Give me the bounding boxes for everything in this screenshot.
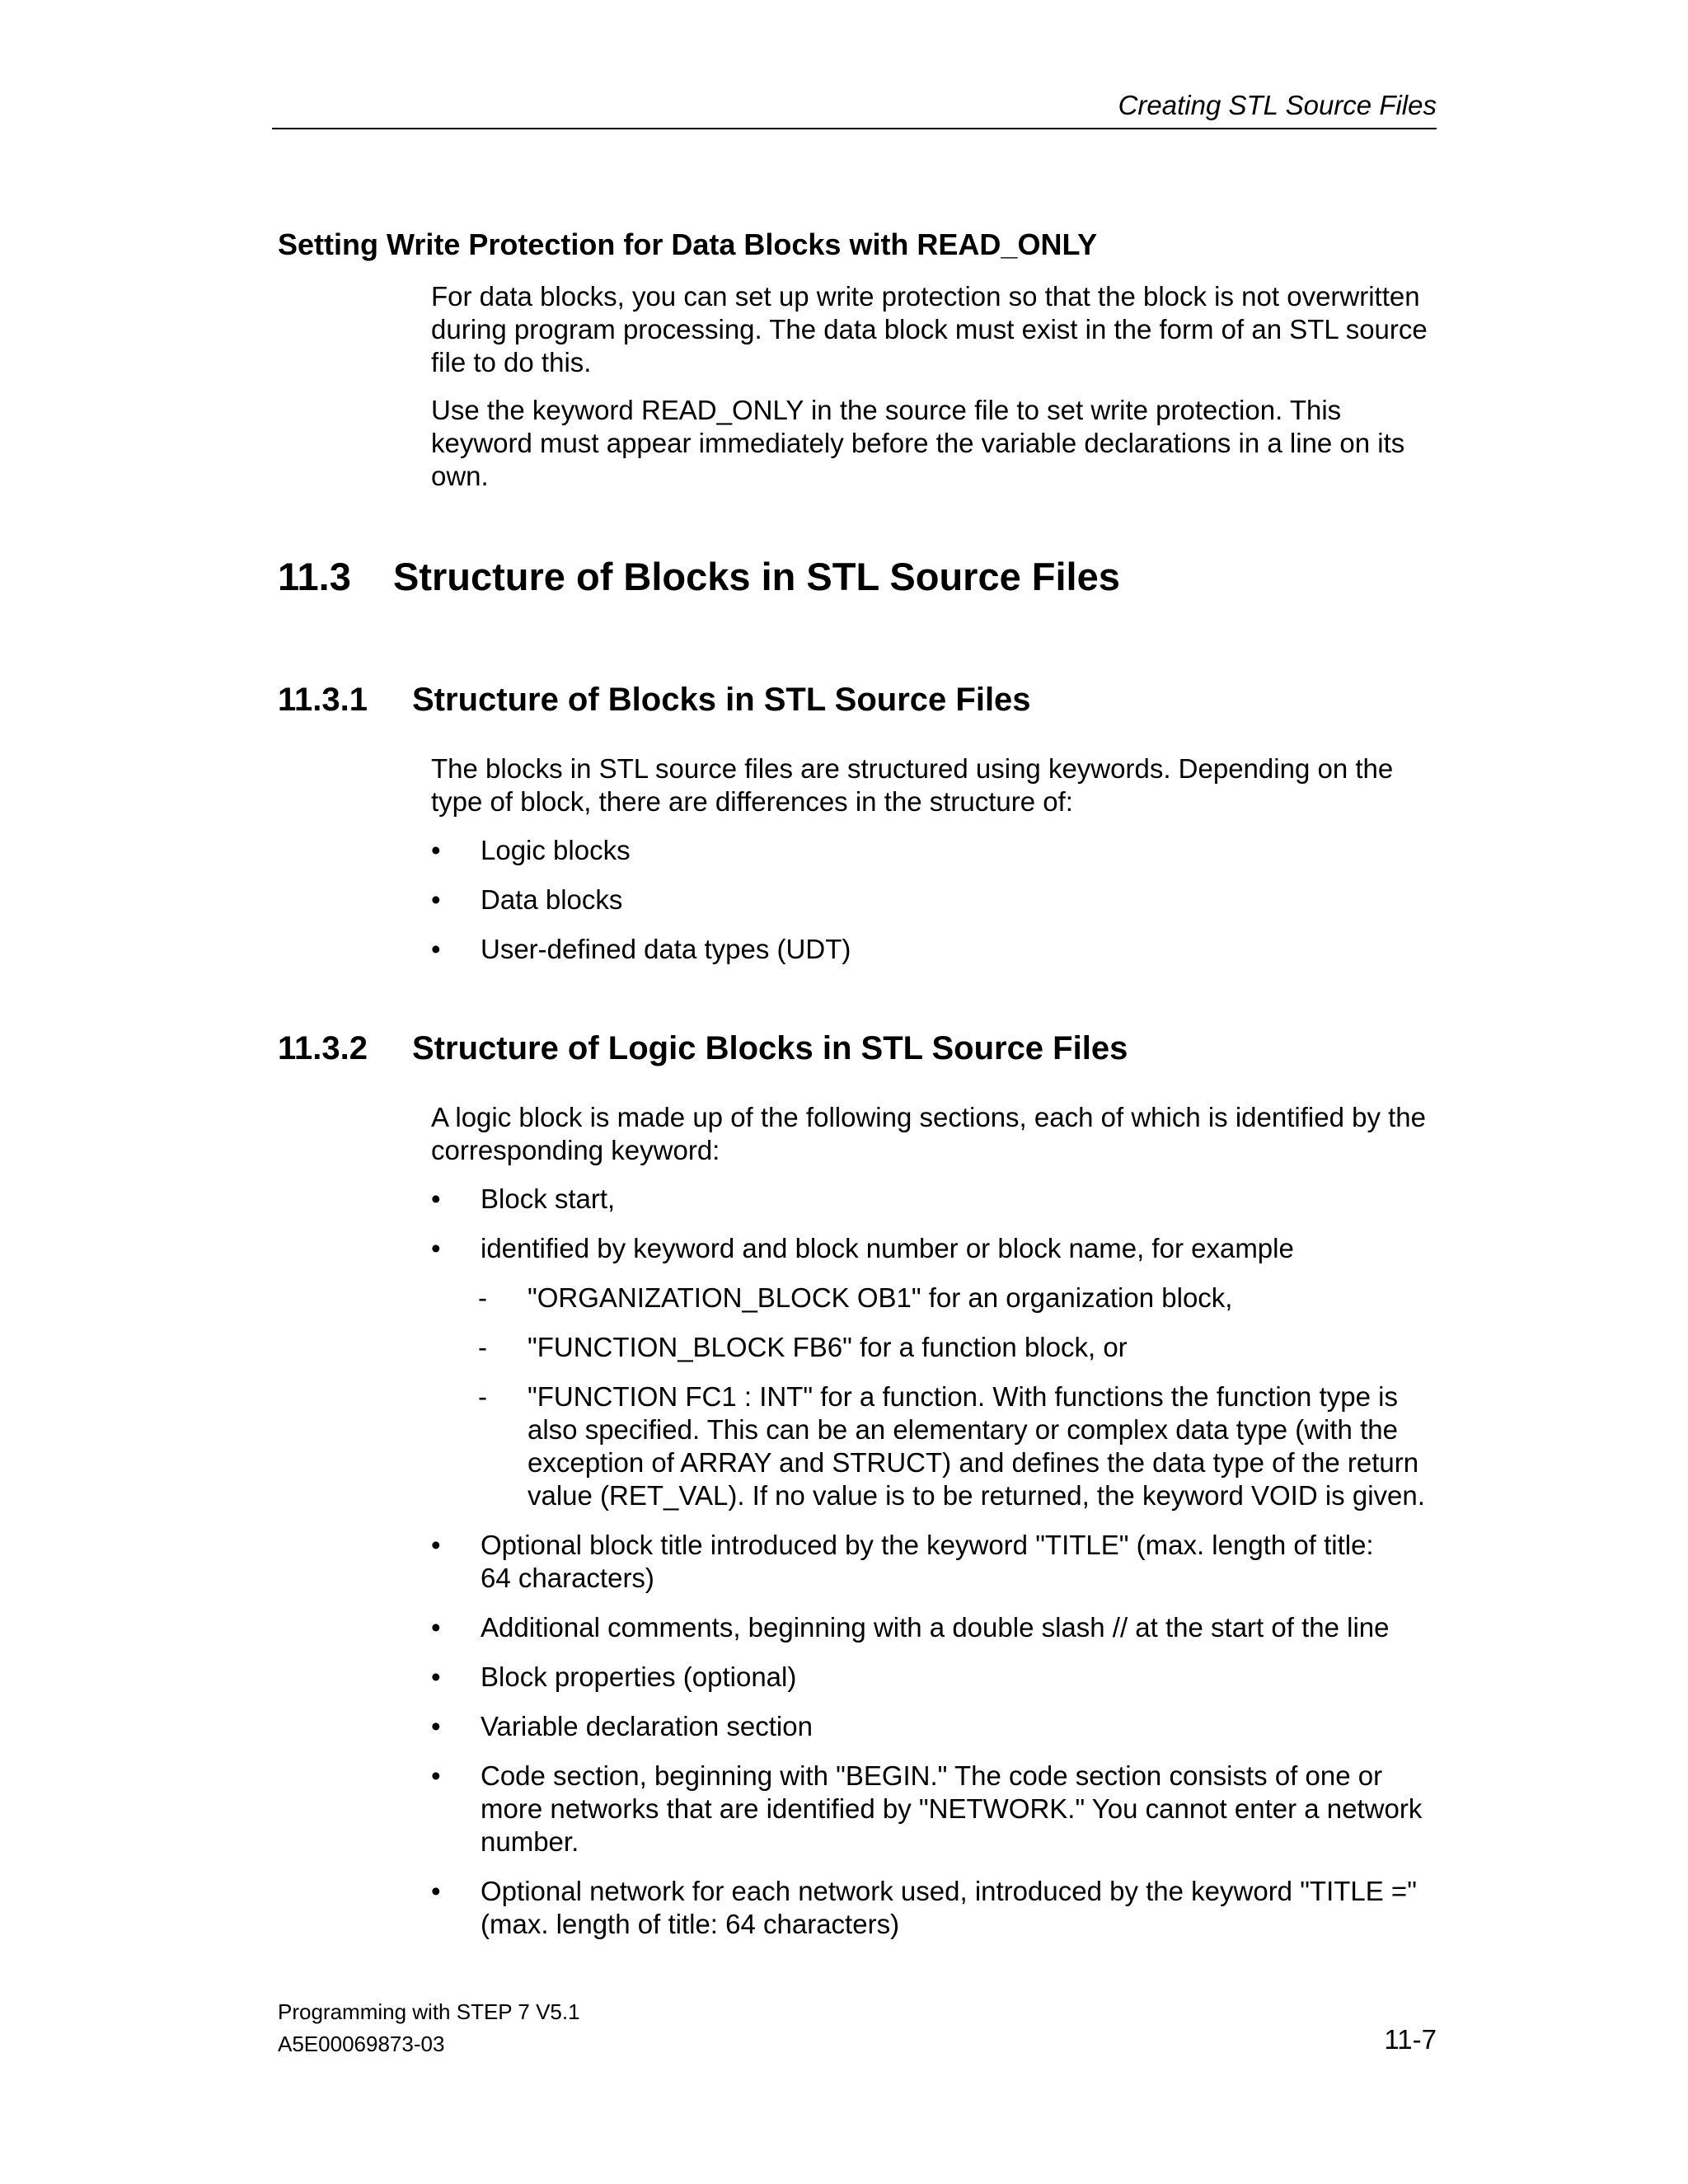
- list-item-text: Logic blocks: [481, 835, 631, 865]
- bullet-glyph: •: [431, 934, 441, 964]
- bullet-glyph: •: [431, 1661, 441, 1692]
- bullet-glyph: •: [431, 1760, 441, 1791]
- page-number: 11-7: [1384, 2024, 1437, 2055]
- logic-block-sections-list: [431, 1183, 1445, 1941]
- section-heading-11-3-2: [278, 1029, 1128, 1068]
- list-item-text: Data blocks: [481, 884, 623, 915]
- text-line: also specified. This can be an elementary or complex data type (with the: [528, 1414, 1398, 1445]
- bullet-glyph: •: [431, 835, 441, 865]
- section-title: Structure of Logic Blocks in STL Source Files: [412, 1030, 1128, 1066]
- bullet-glyph: •: [431, 884, 441, 915]
- write-protection-paragraph-1: [431, 280, 1445, 379]
- section-number: 11.3: [278, 555, 351, 598]
- text-line: 64 characters): [481, 1563, 654, 1593]
- text-line: Code section, beginning with "BEGIN." The code section consists of one or: [481, 1760, 1383, 1791]
- bullet-glyph: •: [431, 1530, 441, 1560]
- text-line: A logic block is made up of the following sections, each of which is identified by the: [431, 1102, 1427, 1132]
- list-item: [431, 1710, 1445, 1743]
- text-line: type of block, there are differences in the structure of:: [431, 786, 1073, 817]
- section-title: Structure of Blocks in STL Source Files: [412, 682, 1031, 718]
- dash-list-item: [431, 1380, 1445, 1512]
- section-heading-11-3-1: [278, 680, 1031, 719]
- dash-glyph: -: [478, 1282, 487, 1313]
- list-item-text: identified by keyword and block number or block name, for example: [481, 1233, 1294, 1263]
- list-item: [431, 883, 1445, 916]
- footer-doc-number: A5E00069873-03: [278, 2032, 445, 2056]
- running-header: Creating STL Source Files: [1118, 90, 1437, 120]
- dash-glyph: -: [478, 1381, 487, 1412]
- bullet-glyph: •: [431, 1183, 441, 1214]
- dash-list-item: [431, 1282, 1445, 1315]
- text-line: keyword must appear immediately before the variable declarations in a line on its: [431, 428, 1405, 458]
- list-item-text: User-defined data types (UDT): [481, 934, 851, 964]
- text-line: during program processing. The data block must exist in the form of an STL source: [431, 314, 1428, 344]
- write-protection-paragraph-2: [431, 394, 1445, 493]
- bullet-glyph: •: [431, 1711, 441, 1741]
- section-11-3-2-intro: [431, 1101, 1445, 1167]
- text-line: "FUNCTION FC1 : INT" for a function. With functions the function type is: [528, 1381, 1398, 1412]
- list-item: [431, 1529, 1445, 1595]
- text-line: The blocks in STL source files are structured using keywords. Depending on the: [431, 753, 1394, 784]
- text-line: Use the keyword READ_ONLY in the source file to set write protection. This: [431, 395, 1342, 425]
- section-number: 11.3.1: [278, 682, 368, 718]
- list-item: [431, 1661, 1445, 1694]
- bullet-glyph: •: [431, 1612, 441, 1643]
- text-line: number.: [481, 1826, 579, 1857]
- list-item: [431, 1183, 1445, 1216]
- text-line: Additional comments, beginning with a double slash // at the start of the line: [481, 1612, 1390, 1643]
- text-line: Optional block title introduced by the keyword "TITLE" (max. length of title:: [481, 1530, 1374, 1560]
- list-item: [431, 933, 1445, 966]
- text-line: "ORGANIZATION_BLOCK OB1" for an organization block,: [528, 1282, 1233, 1313]
- bullet-glyph: •: [431, 1233, 441, 1263]
- list-item: [431, 834, 1445, 867]
- text-line: Variable declaration section: [481, 1711, 813, 1741]
- bullet-glyph: •: [431, 1876, 441, 1906]
- section-11-3-1-intro: [431, 752, 1445, 818]
- list-item-text: Block start,: [481, 1183, 616, 1214]
- footer-manual-title: Programming with STEP 7 V5.1: [278, 1999, 580, 2024]
- list-item: [431, 1760, 1445, 1858]
- list-item: [431, 1875, 1445, 1941]
- text-line: value (RET_VAL). If no value is to be returned, the keyword VOID is given.: [528, 1480, 1425, 1511]
- dash-glyph: -: [478, 1332, 487, 1362]
- text-line: corresponding keyword:: [431, 1135, 720, 1165]
- list-item: [431, 1232, 1445, 1265]
- section-heading-11-3: [278, 554, 1120, 600]
- dash-list-item: [431, 1331, 1445, 1364]
- text-line: file to do this.: [431, 347, 592, 377]
- text-line: Optional network for each network used, introduced by the keyword "TITLE =": [481, 1876, 1417, 1906]
- section-title: Structure of Blocks in STL Source Files: [393, 555, 1120, 598]
- text-line: "FUNCTION_BLOCK FB6" for a function block, or: [528, 1332, 1128, 1362]
- text-line: own.: [431, 461, 489, 491]
- text-line: more networks that are identified by "NETWORK." You cannot enter a network: [481, 1793, 1423, 1824]
- text-line: (max. length of title: 64 characters): [481, 1909, 900, 1939]
- text-line: For data blocks, you can set up write protection so that the block is not overwritten: [431, 281, 1420, 312]
- write-protection-heading: Setting Write Protection for Data Blocks with READ_ONLY: [278, 227, 1098, 261]
- list-item: [431, 1611, 1445, 1644]
- block-type-list: [431, 834, 1445, 966]
- text-line: Block properties (optional): [481, 1661, 797, 1692]
- header-rule: [272, 128, 1437, 129]
- text-line: exception of ARRAY and STRUCT) and defines the data type of the return: [528, 1447, 1419, 1478]
- section-number: 11.3.2: [278, 1030, 368, 1066]
